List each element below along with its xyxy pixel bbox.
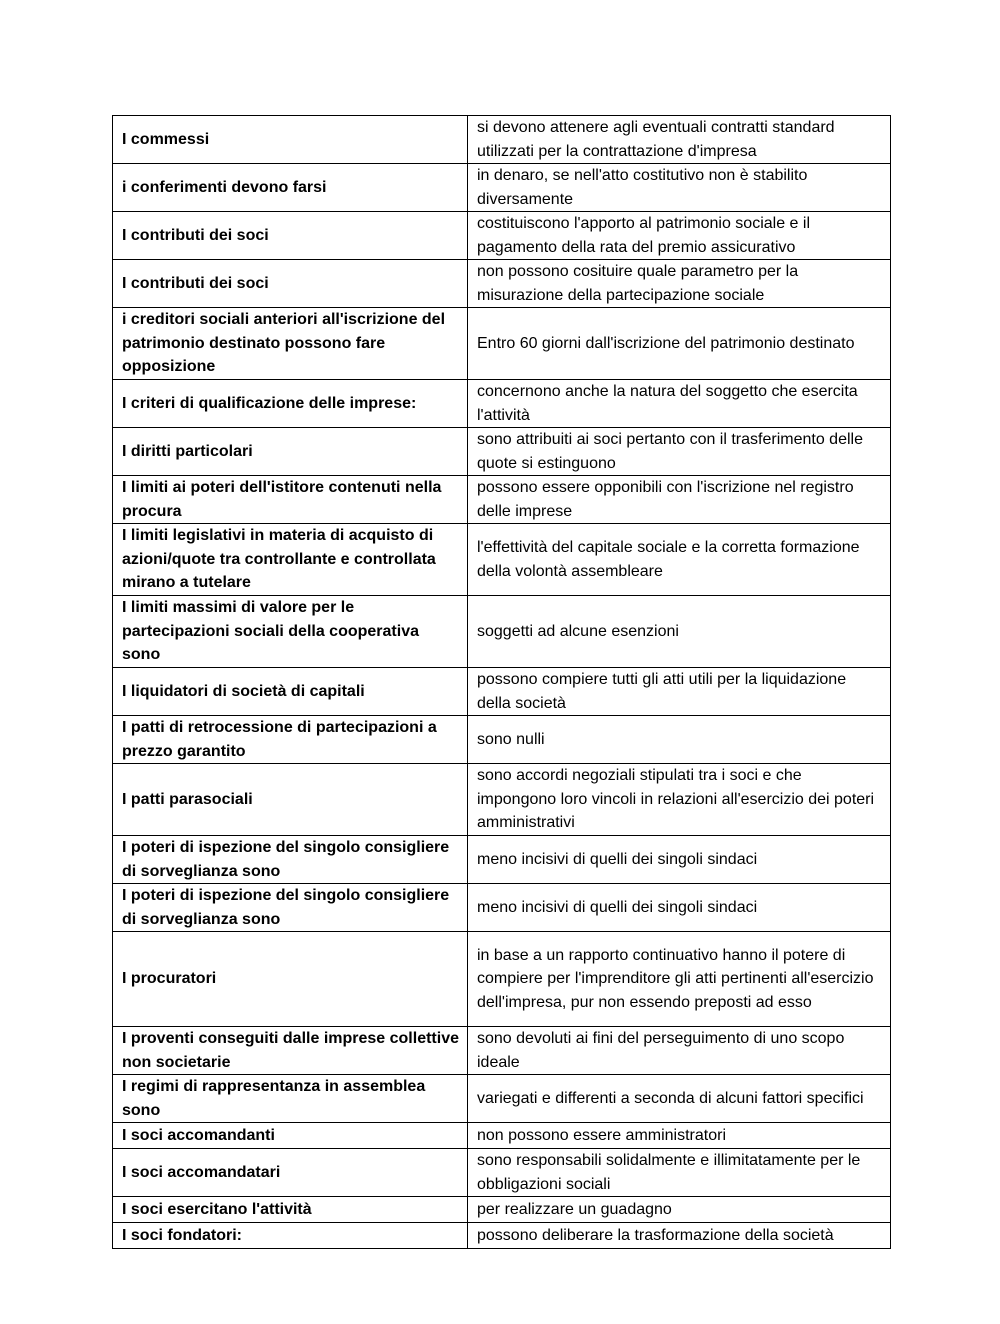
table-row	[113, 260, 891, 308]
question-cell: I contributi dei soci	[113, 212, 468, 260]
question-cell: I patti di retrocessione di partecipazioni a prezzo garantito	[113, 716, 468, 764]
question-cell: I limiti massimi di valore per le partecipazioni sociali della cooperativa sono	[113, 596, 468, 668]
answer-cell: sono accordi negoziali stipulati tra i soci e che impongono loro vincoli in relazioni all'esercizio dei poteri amministrativi	[468, 764, 891, 836]
answer-cell: in base a un rapporto continuativo hanno il potere di compiere per l'imprenditore gli atti pertinenti all'esercizio dell'impresa, pur non essendo preposti ad esso	[468, 932, 891, 1027]
answer-cell: costituiscono l'apporto al patrimonio sociale e il pagamento della rata del premio assicurativo	[468, 212, 891, 260]
question-cell: I patti parasociali	[113, 764, 468, 836]
answer-cell: non possono cosituire quale parametro per la misurazione della partecipazione sociale	[468, 260, 891, 308]
question-cell: I regimi di rappresentanza in assemblea sono	[113, 1075, 468, 1123]
answer-cell: non possono essere amministratori	[468, 1123, 891, 1149]
answer-cell: si devono attenere agli eventuali contratti standard utilizzati per la contrattazione d'impresa	[468, 116, 891, 164]
question-cell: I contributi dei soci	[113, 260, 468, 308]
table-row	[113, 428, 891, 476]
question-cell: I soci esercitano l'attività	[113, 1197, 468, 1223]
answer-cell: concernono anche la natura del soggetto che esercita l'attività	[468, 380, 891, 428]
answer-cell: meno incisivi di quelli dei singoli sindaci	[468, 836, 891, 884]
table-row	[113, 1223, 891, 1249]
question-cell: I diritti particolari	[113, 428, 468, 476]
question-cell: I commessi	[113, 116, 468, 164]
question-cell: I poteri di ispezione del singolo consigliere di sorveglianza sono	[113, 836, 468, 884]
table-row	[113, 1123, 891, 1149]
answer-cell: possono deliberare la trasformazione della società	[468, 1223, 891, 1249]
question-cell: I procuratori	[113, 932, 468, 1027]
question-cell: I soci fondatori:	[113, 1223, 468, 1249]
table-row	[113, 116, 891, 164]
answer-cell: soggetti ad alcune esenzioni	[468, 596, 891, 668]
table-row	[113, 716, 891, 764]
question-cell: I soci accomandatari	[113, 1149, 468, 1197]
question-cell: I soci accomandanti	[113, 1123, 468, 1149]
answer-cell: meno incisivi di quelli dei singoli sindaci	[468, 884, 891, 932]
table-row	[113, 668, 891, 716]
question-cell: I liquidatori di società di capitali	[113, 668, 468, 716]
answer-cell: Entro 60 giorni dall'iscrizione del patrimonio destinato	[468, 308, 891, 380]
table-row	[113, 308, 891, 380]
question-cell: I limiti legislativi in materia di acquisto di azioni/quote tra controllante e controllata mirano a tutelare	[113, 524, 468, 596]
table-row	[113, 1149, 891, 1197]
table-row	[113, 1197, 891, 1223]
table-row	[113, 212, 891, 260]
answer-cell: in denaro, se nell'atto costitutivo non è stabilito diversamente	[468, 164, 891, 212]
answer-cell: per realizzare un guadagno	[468, 1197, 891, 1223]
answer-cell: l'effettività del capitale sociale e la corretta formazione della volontà assembleare	[468, 524, 891, 596]
table-row	[113, 1027, 891, 1075]
question-cell: I limiti ai poteri dell'istitore contenuti nella procura	[113, 476, 468, 524]
table-row	[113, 932, 891, 1027]
table-row	[113, 884, 891, 932]
question-cell: i creditori sociali anteriori all'iscrizione del patrimonio destinato possono fare opposizione	[113, 308, 468, 380]
table-row	[113, 1075, 891, 1123]
question-cell: i conferimenti devono farsi	[113, 164, 468, 212]
answer-cell: sono devoluti ai fini del perseguimento di uno scopo ideale	[468, 1027, 891, 1075]
answer-cell: variegati e differenti a seconda di alcuni fattori specifici	[468, 1075, 891, 1123]
table-row	[113, 380, 891, 428]
table-row	[113, 476, 891, 524]
answer-cell: sono attribuiti ai soci pertanto con il trasferimento delle quote si estinguono	[468, 428, 891, 476]
table-row	[113, 524, 891, 596]
table-row	[113, 764, 891, 836]
answer-cell: possono essere opponibili con l'iscrizione nel registro delle imprese	[468, 476, 891, 524]
table-row	[113, 836, 891, 884]
question-cell: I poteri di ispezione del singolo consigliere di sorveglianza sono	[113, 884, 468, 932]
question-cell: I criteri di qualificazione delle imprese:	[113, 380, 468, 428]
table-row	[113, 596, 891, 668]
table-row	[113, 164, 891, 212]
question-cell: I proventi conseguiti dalle imprese collettive non societarie	[113, 1027, 468, 1075]
answer-cell: possono compiere tutti gli atti utili per la liquidazione della società	[468, 668, 891, 716]
qa-table	[112, 115, 891, 1249]
answer-cell: sono responsabili solidalmente e illimitatamente per le obbligazioni sociali	[468, 1149, 891, 1197]
answer-cell: sono nulli	[468, 716, 891, 764]
